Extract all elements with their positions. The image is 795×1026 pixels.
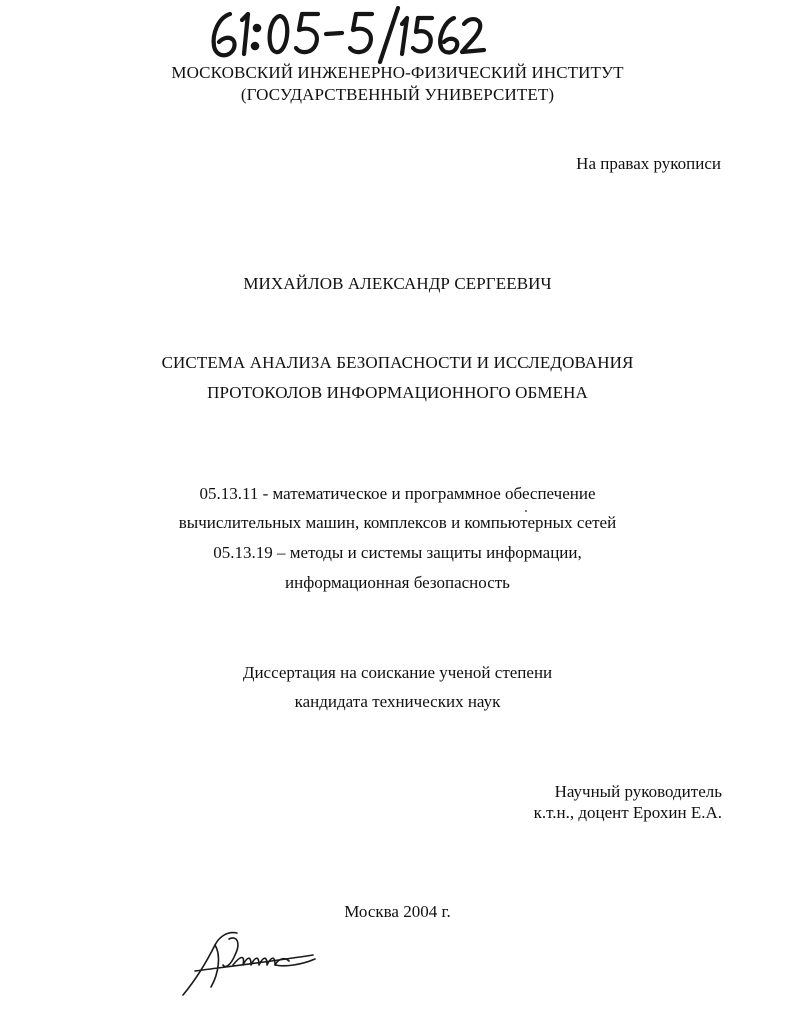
scan-speck [525, 510, 527, 512]
author-name: МИХАЙЛОВ АЛЕКСАНДР СЕРГЕЕВИЧ [243, 274, 552, 293]
title-line-2: ПРОТОКОЛОВ ИНФОРМАЦИОННОГО ОБМЕНА [207, 383, 588, 402]
place-year: Москва 2004 г. [344, 902, 451, 921]
degree-line-1: Диссертация на соискание ученой степени [242, 663, 553, 682]
degree-line-2: кандидата технических наук [294, 692, 501, 711]
specialty-line-4: информационная безопасность [285, 573, 510, 592]
supervisor-label: Научный руководитель [554, 782, 722, 801]
handwritten-signature [175, 925, 325, 1000]
handwritten-archive-code [200, 4, 490, 66]
institution-line-1: МОСКОВСКИЙ ИНЖЕНЕРНО-ФИЗИЧЕСКИЙ ИНСТИТУТ [171, 63, 624, 82]
specialty-line-3: 05.13.19 – методы и системы защиты информации, [213, 543, 582, 562]
supervisor-name: к.т.н., доцент Ерохин Е.А. [533, 803, 722, 822]
title-line-1: СИСТЕМА АНАЛИЗА БЕЗОПАСНОСТИ И ИССЛЕДОВАНИЯ [161, 353, 634, 372]
specialty-line-2: вычислительных машин, комплексов и компьютерных сетей [178, 513, 617, 532]
rights-note: На правах рукописи [576, 154, 721, 173]
specialty-line-1: 05.13.11 - математическое и программное обеспечение [199, 484, 596, 503]
institution-line-2: (ГОСУДАРСТВЕННЫЙ УНИВЕРСИТЕТ) [240, 85, 555, 104]
